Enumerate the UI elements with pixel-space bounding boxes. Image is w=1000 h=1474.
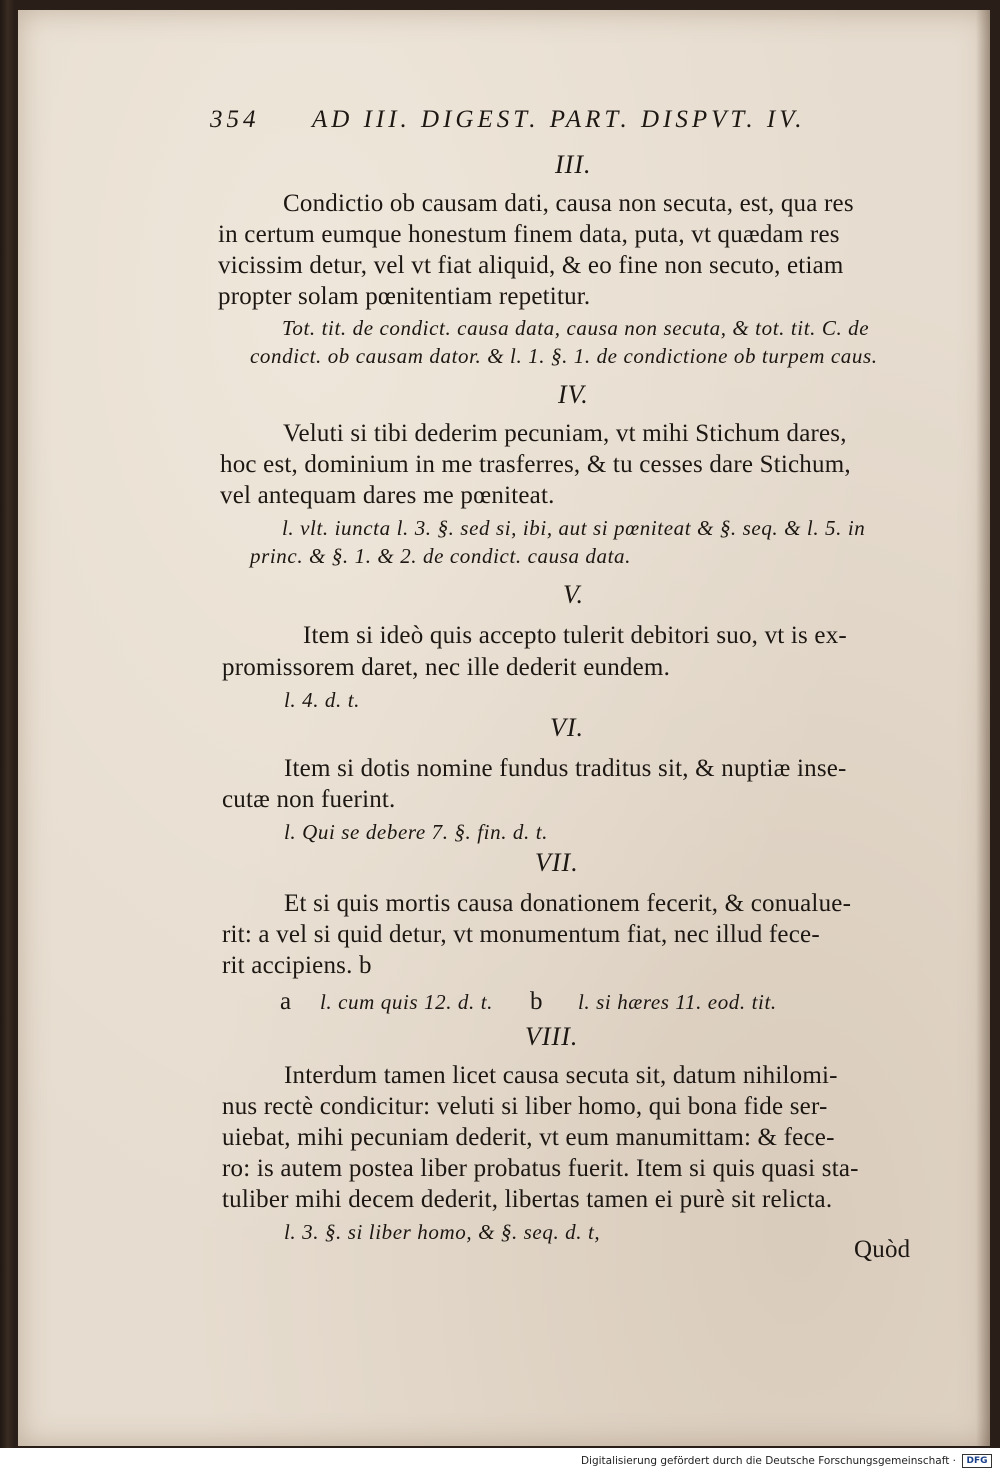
reference-line: l. 3. §. si liber homo, & §. seq. d. t, xyxy=(284,1220,601,1244)
reference-line: l. 4. d. t. xyxy=(284,688,361,712)
running-head: AD III. DIGEST. PART. DISPVT. IV. xyxy=(312,106,806,133)
text-line: Condictio ob causam dati, causa non secuta, est, qua res xyxy=(283,190,854,217)
text-line: tuliber mihi decem dederit, libertas tamen ei purè sit relicta. xyxy=(222,1186,833,1213)
catchword: Quòd xyxy=(854,1236,911,1263)
section-numeral-iii: III. xyxy=(555,150,592,179)
text-line: in certum eumque honestum finem data, puta, vt quædam res xyxy=(218,221,840,248)
text-line: promissorem daret, nec ille dederit eundem. xyxy=(222,654,671,681)
dfg-logo: DFG xyxy=(962,1454,992,1468)
text-line: rit accipiens. b xyxy=(222,952,372,979)
text-line: cutæ non fuerint. xyxy=(222,786,396,813)
page-number: 354 xyxy=(210,106,260,133)
text-line: hoc est, dominium in me trasferres, & tu cesses dare Stichum, xyxy=(220,451,851,478)
reference-line: l. vlt. iuncta l. 3. §. sed si, ibi, aut si pœniteat & §. seq. & l. 5. in xyxy=(282,516,866,540)
section-numeral-iv: IV. xyxy=(558,380,589,409)
section-numeral-viii: VIII. xyxy=(525,1022,579,1051)
footnote-marker-a: a xyxy=(280,988,292,1015)
text-line: ro: is autem postea liber probatus fuerit. Item si quis quasi sta- xyxy=(222,1155,859,1182)
text-line: rit: a vel si quid detur, vt monumentum fiat, nec illud fece- xyxy=(222,921,820,948)
reference-line: princ. & §. 1. & 2. de condict. causa data. xyxy=(250,544,632,568)
text-line: propter solam pœnitentiam repetitur. xyxy=(218,283,591,310)
text-line: Item si dotis nomine fundus traditus sit, & nuptiæ inse- xyxy=(284,755,847,782)
footnote-b-reference: l. si hæres 11. eod. tit. xyxy=(578,990,777,1014)
footnote-a-reference: l. cum quis 12. d. t. xyxy=(320,990,494,1014)
section-numeral-vii: VII. xyxy=(535,848,579,877)
text-line: Veluti si tibi dederim pecuniam, vt mihi Stichum dares, xyxy=(283,420,847,447)
text-line: Et si quis mortis causa donationem fecerit, & conualue- xyxy=(284,890,852,917)
text-line: nus rectè condicitur: veluti si liber homo, qui bona fide ser- xyxy=(222,1093,828,1120)
reference-line: l. Qui se debere 7. §. fin. d. t. xyxy=(284,820,548,844)
digitization-footer xyxy=(0,1448,1000,1474)
text-line: vel antequam dares me pœniteat. xyxy=(220,482,555,509)
text-line: uiebat, mihi pecuniam dederit, vt eum manumittam: & fece- xyxy=(222,1124,835,1151)
book-page xyxy=(18,10,990,1446)
reference-line: condict. ob causam dator. & l. 1. §. 1. de condictione ob turpem caus. xyxy=(250,344,878,368)
funding-credit: Digitalisierung gefördert durch die Deutsche Forschungsgemeinschaft · xyxy=(580,1455,956,1467)
footnote-marker-b: b xyxy=(530,988,543,1015)
section-numeral-v: V. xyxy=(563,580,585,609)
text-line: vicissim detur, vel vt fiat aliquid, & eo fine non secuto, etiam xyxy=(218,252,844,279)
section-numeral-vi: VI. xyxy=(550,713,585,742)
text-line: Item si ideò quis accepto tulerit debitori suo, vt is ex- xyxy=(303,622,847,649)
text-line: Interdum tamen licet causa secuta sit, datum nihilomi- xyxy=(284,1062,838,1089)
page-edge-shadow xyxy=(976,10,990,1446)
reference-line: Tot. tit. de condict. causa data, causa non secuta, & tot. tit. C. de xyxy=(282,316,870,340)
